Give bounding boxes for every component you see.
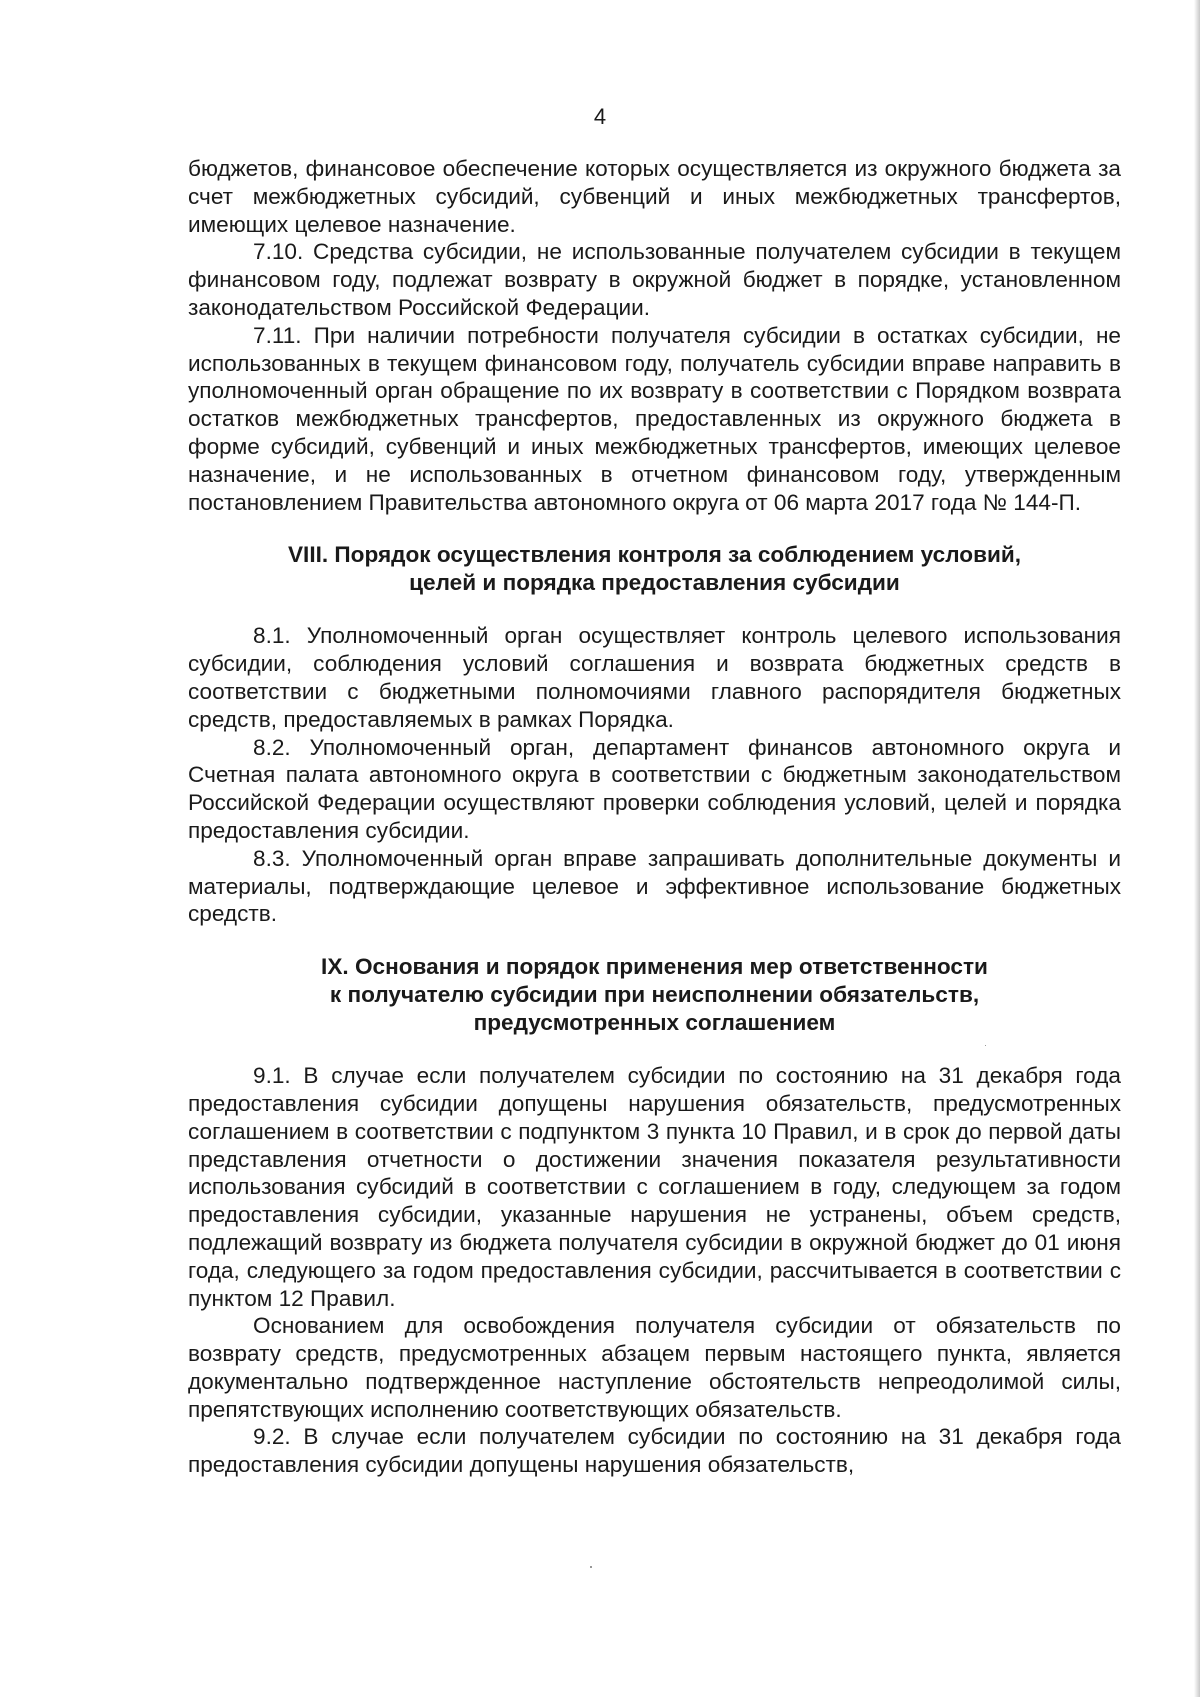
scan-edge-shadow	[1194, 0, 1200, 1697]
paragraph-8-2: 8.2. Уполномоченный орган, департамент финансов автономного округа и Счетная палата автономного округа в соответствии с бюджетным законодательством Российской Федерации осуществляют проверки соблюдения условий, целей и порядка предоставления субсидии.	[188, 734, 1121, 843]
section-viii-heading-line: VIII. Порядок осуществления контроля за соблюдением условий,	[287, 542, 1022, 568]
paragraph-8-3: 8.3. Уполномоченный орган вправе запрашивать дополнительные документы и материалы, подтверждающие целевое и эффективное использование бюджетных средств.	[188, 845, 1121, 927]
section-viii-heading	[188, 541, 1121, 597]
paragraph-7-11: 7.11. При наличии потребности получателя субсидии в остатках субсидии, не использованных в текущем финансовом году, получатель субсидии вправе направить в уполномоченный орган обращение по их возврату в соответствии с Порядком возврата остатков межбюджетных трансфертов, предоставленных из окружного бюджета в форме субсидий, субвенций и иных межбюджетных трансфертов, имеющих целевое назначение, и не использованных в отчетном финансовом году, утвержденным постановлением Правительства автономного округа от 06 марта 2017 года № 144-П.	[188, 322, 1121, 515]
paragraph-continuation: бюджетов, финансовое обеспечение которых осуществляется из окружного бюджета за счет межбюджетных субсидий, субвенций и иных межбюджетных трансфертов, имеющих целевое назначение.	[188, 156, 1121, 237]
paragraph-9-1: 9.1. В случае если получателем субсидии по состоянию на 31 декабря года предоставления субсидии допущены нарушения обязательств, предусмотренных соглашением в соответствии с подпунктом 3 пункта 10 Правил, и в срок до первой даты представления отчетности о достижении значения показателя результативности использования субсидий в соответствии с соглашением в году, следующем за годом предоставления субсидии, указанные нарушения не устранены, объем средств, подлежащий возврату из бюджета получателя субсидии в окружной бюджет до 01 июня года, следующего за годом предоставления субсидии, рассчитывается в соответствии с пунктом 12 Правил.	[188, 1063, 1121, 1311]
paragraph-7-10: 7.10. Средства субсидии, не использованные получателем субсидии в текущем финансовом году, подлежат возврату в окружной бюджет в порядке, установленном законодательством Российской Федерации.	[188, 239, 1121, 320]
section-ix-heading-line: IX. Основания и порядок применения мер ответственности	[321, 954, 988, 980]
page-number: 4	[593, 104, 607, 129]
scan-speck	[985, 1045, 986, 1046]
document-body	[188, 155, 1121, 1479]
paragraph-9-1-basis: Основанием для освобождения получателя субсидии от обязательств по возврату средств, предусмотренных абзацем первым настоящего пункта, является документально подтвержденное наступление обстоятельств непреодолимой силы, препятствующих исполнению соответствующих обязательств.	[188, 1313, 1121, 1422]
section-viii-heading-line: целей и порядка предоставления субсидии	[409, 570, 900, 596]
scan-speck	[590, 1566, 592, 1568]
section-ix-heading-line: предусмотренных соглашением	[473, 1010, 836, 1036]
paragraph-8-1: 8.1. Уполномоченный орган осуществляет контроль целевого использования субсидии, соблюдения условий соглашения и возврата бюджетных средств в соответствии с бюджетными полномочиями главного распорядителя бюджетных средств, предоставляемых в рамках Порядка.	[188, 623, 1121, 732]
section-ix-heading-line: к получателю субсидии при неисполнении обязательств,	[329, 982, 980, 1008]
paragraph-9-2: 9.2. В случае если получателем субсидии по состоянию на 31 декабря года предоставления субсидии допущены нарушения обязательств,	[188, 1424, 1121, 1478]
section-ix-heading	[188, 953, 1121, 1037]
